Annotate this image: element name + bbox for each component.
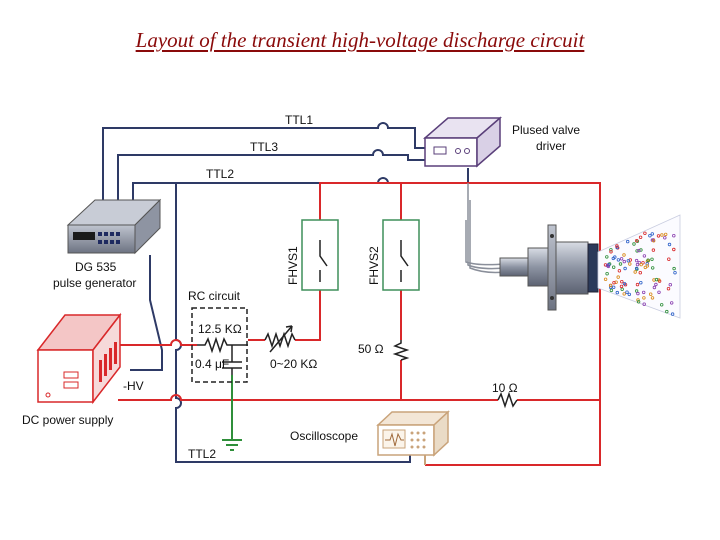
ground-icon [222, 440, 242, 450]
r1-label: 12.5 KΩ [198, 322, 242, 336]
hv-top-wire [320, 183, 600, 465]
ttl2-top-label: TTL2 [206, 167, 235, 181]
hv-fhvs1-wire [295, 290, 320, 340]
ttl2-top-wire [133, 168, 468, 215]
ttl-pg-to-ps-wire [130, 255, 162, 370]
pulsed-valve-device [500, 225, 598, 310]
gas-plume [598, 215, 680, 318]
slide-title: Layout of the transient high-voltage discharge circuit [135, 28, 585, 52]
ttl1-label: TTL1 [285, 113, 314, 127]
valve-driver-label-1: Plused valve [512, 123, 581, 137]
r50-label: 50 Ω [358, 342, 384, 356]
fhvs2-switch [383, 220, 419, 290]
ttl3-wire [118, 150, 428, 212]
hv-main-wire [118, 340, 197, 345]
hv-50ohm-bottom [401, 360, 498, 400]
oscilloscope-device [378, 412, 448, 455]
resistor-10-icon [498, 394, 517, 406]
ttl1-wire [103, 123, 428, 210]
pulse-generator-label-1: DG 535 [75, 260, 117, 274]
ttl-wires [103, 123, 468, 462]
ttl3-label: TTL3 [250, 140, 279, 154]
hv-wires [118, 183, 600, 465]
rc-circuit-label: RC circuit [188, 289, 241, 303]
variable-resistor-icon [265, 326, 295, 352]
power-supply-label: DC power supply [22, 413, 114, 427]
resistor-50-icon [395, 340, 407, 360]
resistor-12k-icon [197, 339, 248, 351]
valve-cable [466, 183, 505, 273]
oscilloscope-label: Oscilloscope [290, 429, 359, 443]
valve-driver-device [425, 118, 500, 166]
fhvs2-label: FHVS2 [367, 246, 381, 285]
pulse-generator-device [68, 200, 160, 253]
fhvs1-label: FHVS1 [286, 246, 300, 285]
var-r-label: 0~20 KΩ [270, 357, 318, 371]
ttl2-bottom-label: TTL2 [188, 447, 217, 461]
fhvs1-switch [302, 220, 338, 290]
valve-driver-label-2: driver [536, 139, 567, 153]
r10-label: 10 Ω [492, 381, 518, 395]
pulse-generator-label-2: pulse generator [53, 276, 137, 290]
dc-power-supply-device [38, 315, 120, 402]
hv-label: -HV [123, 379, 144, 393]
c1-label: 0.4 μF [195, 357, 230, 371]
